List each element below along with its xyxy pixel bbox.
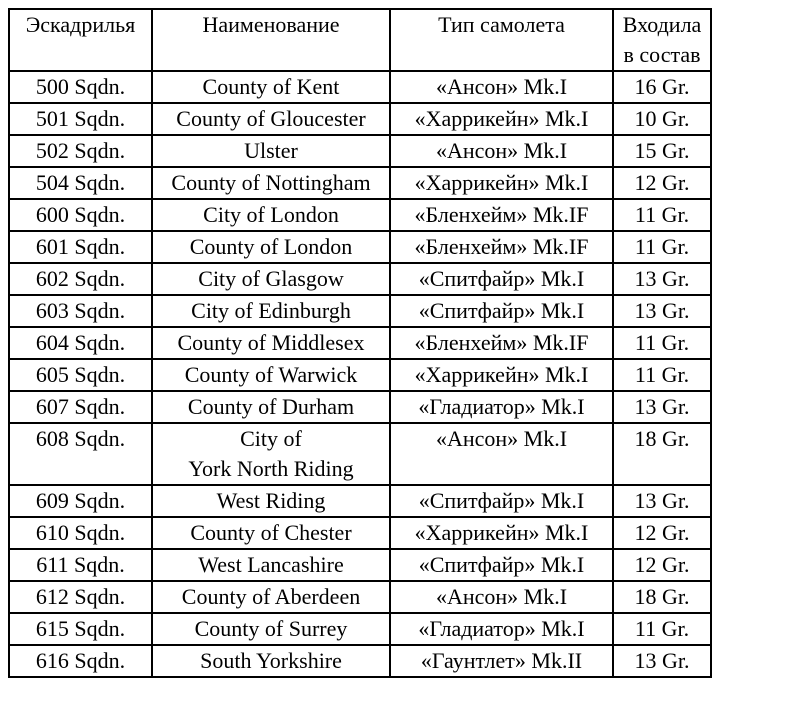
cell-name: Ulster	[152, 135, 390, 167]
table-row	[9, 549, 711, 581]
cell-group: 13 Gr.	[613, 645, 711, 677]
table-row	[9, 613, 711, 645]
cell-aircraft: «Ансон» Mk.I	[390, 423, 613, 485]
cell-name: City of Edinburgh	[152, 295, 390, 327]
cell-squadron: 500 Sqdn.	[9, 71, 152, 103]
document-page	[8, 8, 712, 678]
cell-aircraft: «Спитфайр» Mk.I	[390, 263, 613, 295]
cell-aircraft: «Ансон» Mk.I	[390, 581, 613, 613]
header-aircraft: Тип самолета	[390, 9, 613, 71]
table-row	[9, 359, 711, 391]
cell-name: County of Gloucester	[152, 103, 390, 135]
table-row	[9, 199, 711, 231]
cell-name: County of Kent	[152, 71, 390, 103]
table-row	[9, 391, 711, 423]
squadron-table	[8, 8, 712, 678]
cell-group: 11 Gr.	[613, 613, 711, 645]
header-row	[9, 9, 711, 71]
cell-aircraft: «Ансон» Mk.I	[390, 135, 613, 167]
cell-squadron: 608 Sqdn.	[9, 423, 152, 485]
table-row	[9, 231, 711, 263]
table-row	[9, 517, 711, 549]
table-row	[9, 581, 711, 613]
cell-group: 16 Gr.	[613, 71, 711, 103]
cell-group: 18 Gr.	[613, 423, 711, 485]
cell-aircraft: «Ансон» Mk.I	[390, 71, 613, 103]
cell-aircraft: «Харрикейн» Mk.I	[390, 517, 613, 549]
cell-group: 11 Gr.	[613, 231, 711, 263]
cell-aircraft: «Бленхейм» Mk.IF	[390, 199, 613, 231]
header-group-line2: в состав	[623, 42, 701, 67]
cell-name: West Riding	[152, 485, 390, 517]
cell-squadron: 601 Sqdn.	[9, 231, 152, 263]
cell-name	[152, 423, 390, 485]
cell-squadron: 600 Sqdn.	[9, 199, 152, 231]
cell-name: South Yorkshire	[152, 645, 390, 677]
table-row	[9, 263, 711, 295]
cell-group: 13 Gr.	[613, 391, 711, 423]
cell-name-line1: City of	[240, 426, 302, 451]
cell-aircraft: «Харрикейн» Mk.I	[390, 167, 613, 199]
cell-name: West Lancashire	[152, 549, 390, 581]
table-row	[9, 135, 711, 167]
cell-squadron: 615 Sqdn.	[9, 613, 152, 645]
cell-squadron: 605 Sqdn.	[9, 359, 152, 391]
cell-squadron: 502 Sqdn.	[9, 135, 152, 167]
cell-group: 12 Gr.	[613, 517, 711, 549]
cell-squadron: 604 Sqdn.	[9, 327, 152, 359]
cell-name: County of Chester	[152, 517, 390, 549]
cell-name: City of London	[152, 199, 390, 231]
cell-group: 12 Gr.	[613, 549, 711, 581]
cell-squadron: 609 Sqdn.	[9, 485, 152, 517]
cell-group: 13 Gr.	[613, 485, 711, 517]
cell-aircraft: «Бленхейм» Mk.IF	[390, 231, 613, 263]
cell-group: 11 Gr.	[613, 359, 711, 391]
cell-name: County of Aberdeen	[152, 581, 390, 613]
cell-squadron: 603 Sqdn.	[9, 295, 152, 327]
table-row	[9, 423, 711, 485]
cell-name: County of Surrey	[152, 613, 390, 645]
cell-aircraft: «Гладиатор» Mk.I	[390, 391, 613, 423]
cell-squadron: 611 Sqdn.	[9, 549, 152, 581]
cell-squadron: 612 Sqdn.	[9, 581, 152, 613]
header-squadron: Эскадрилья	[9, 9, 152, 71]
cell-name: County of Durham	[152, 391, 390, 423]
table-row	[9, 295, 711, 327]
cell-aircraft: «Гаунтлет» Mk.II	[390, 645, 613, 677]
cell-squadron: 610 Sqdn.	[9, 517, 152, 549]
cell-aircraft: «Бленхейм» Mk.IF	[390, 327, 613, 359]
cell-aircraft: «Спитфайр» Mk.I	[390, 295, 613, 327]
cell-squadron: 602 Sqdn.	[9, 263, 152, 295]
cell-squadron: 501 Sqdn.	[9, 103, 152, 135]
header-group-line1: Входила	[622, 12, 702, 37]
header-group	[613, 9, 711, 71]
cell-name: County of Middlesex	[152, 327, 390, 359]
cell-group: 12 Gr.	[613, 167, 711, 199]
cell-squadron: 616 Sqdn.	[9, 645, 152, 677]
cell-name-line2: York North Riding	[188, 456, 354, 481]
header-name: Наименование	[152, 9, 390, 71]
cell-squadron: 504 Sqdn.	[9, 167, 152, 199]
table-row	[9, 167, 711, 199]
cell-group: 11 Gr.	[613, 199, 711, 231]
table-row	[9, 645, 711, 677]
cell-aircraft: «Харрикейн» Mk.I	[390, 359, 613, 391]
cell-aircraft: «Харрикейн» Mk.I	[390, 103, 613, 135]
cell-name: City of Glasgow	[152, 263, 390, 295]
table-row	[9, 485, 711, 517]
cell-name: County of Nottingham	[152, 167, 390, 199]
cell-group: 11 Gr.	[613, 327, 711, 359]
cell-group: 13 Gr.	[613, 263, 711, 295]
cell-group: 18 Gr.	[613, 581, 711, 613]
table-row	[9, 71, 711, 103]
cell-squadron: 607 Sqdn.	[9, 391, 152, 423]
table-row	[9, 327, 711, 359]
cell-name: County of London	[152, 231, 390, 263]
table-row	[9, 103, 711, 135]
cell-aircraft: «Спитфайр» Mk.I	[390, 485, 613, 517]
cell-aircraft: «Гладиатор» Mk.I	[390, 613, 613, 645]
cell-aircraft: «Спитфайр» Mk.I	[390, 549, 613, 581]
cell-group: 15 Gr.	[613, 135, 711, 167]
cell-group: 13 Gr.	[613, 295, 711, 327]
cell-name: County of Warwick	[152, 359, 390, 391]
cell-group: 10 Gr.	[613, 103, 711, 135]
